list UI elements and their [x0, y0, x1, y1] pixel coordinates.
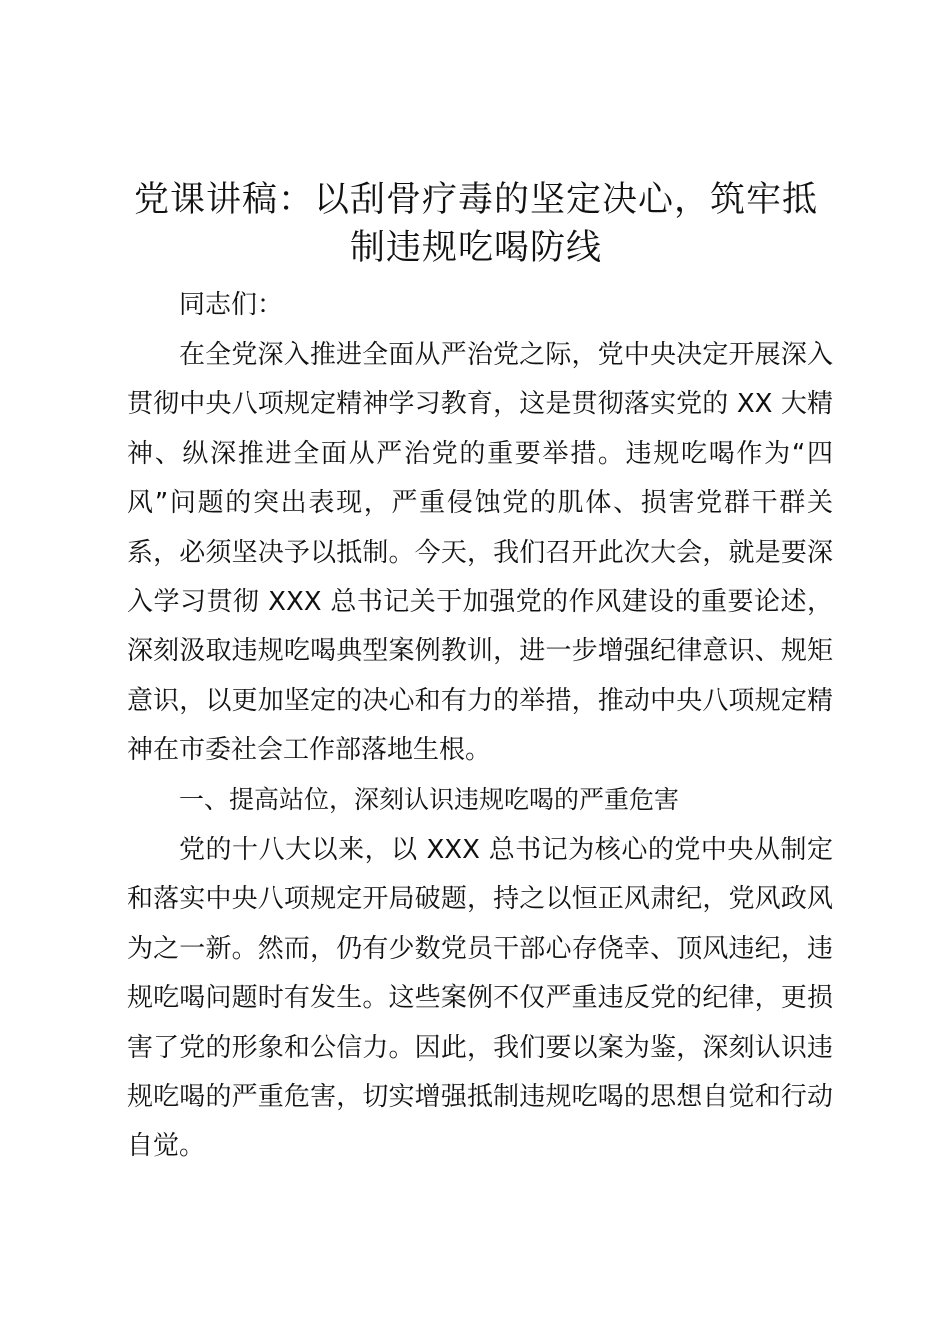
- document-title: 党课讲稿：以刮骨疗毒的坚定决心，筑牢抵制违规吃喝防线: [133, 180, 818, 268]
- paragraph-intro: 在全党深入推进全面从严治党之际，党中央决定开展深入贯彻中央八项规定精神学习教育，这是贯彻落实党的 XX 大精神、纵深推进全面从严治党的重要举措。违规吃喝作为“四风”问题的突出表现，严重侵蚀党的肌体、损害党群干群关系，必须坚决予以抵制。今天，我们召开此次大会，就是要深入学习贯彻 XXX 总书记关于加强党的作风建设的重要论述，深刻汲取违规吃喝典型案例教训，进一步增强纪律意识、规矩意识，以更加坚定的决心和有力的举措，推动中央八项规定精神在市委社会工作部落地生根。: [127, 340, 833, 766]
- section-heading-1: 一、提高站位，深刻认识违规吃喝的严重危害: [179, 785, 680, 814]
- greeting: 同志们：: [179, 290, 284, 320]
- paragraph-section-1: 党的十八大以来，以 XXX 总书记为核心的党中央从制定和落实中央八项规定开局破题，持之以恒正风肃纪，党风政风为之一新。然而，仍有少数党员干部心存侥幸、顶风违纪，违规吃喝问题时有发生。这些案例不仅严重违反党的纪律，更损害了党的形象和公信力。因此，我们要以案为鉴，深刻认识违规吃喝的严重危害，切实增强抵制违规吃喝的思想自觉和行动自觉。: [127, 835, 833, 1162]
